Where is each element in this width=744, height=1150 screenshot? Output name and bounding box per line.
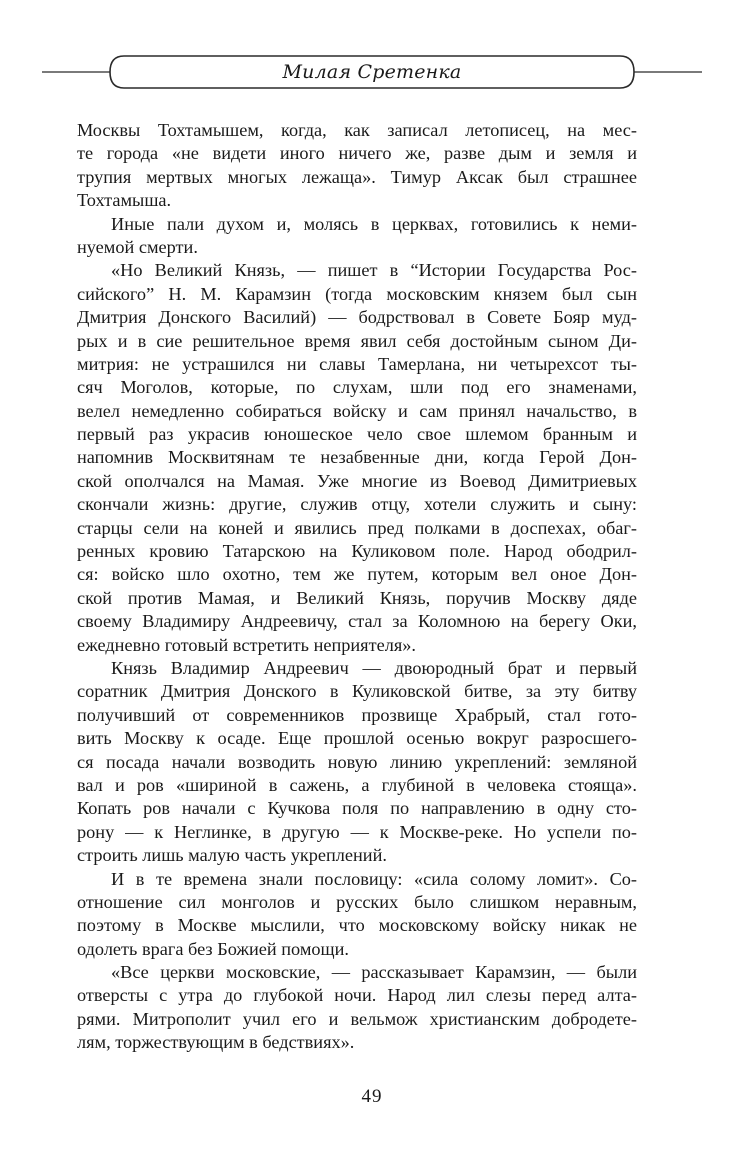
text-line: митрия: не устрашился ни славы Тамерлана, ни четырехсот ты- [77,353,637,374]
paragraph [77,961,637,1055]
text-line: соратник Дмитрия Донского в Куликовской битве, за эту битву [77,681,637,702]
text-line: строить лишь малую часть укреплений. [77,845,387,866]
header-title: Милая Сретенка [282,61,462,83]
text-line: ся посада начали возводить новую линию укреплений: земляной [77,751,637,772]
text-line: сийского” Н. М. Карамзин (тогда московским князем был сын [77,283,637,304]
text-line: лям, торжествующим в бедствиях». [77,1032,355,1053]
text-line: отверсты с утра до глубокой ночи. Народ лил слезы перед алта- [77,985,637,1006]
paragraph [77,657,637,868]
paragraph [77,259,637,657]
text-line: первый раз украсив юношеское чело свое шлемом бранным и [77,424,637,445]
text-line: ежедневно готовый встретить неприятеля». [77,634,416,655]
paragraph [77,213,637,260]
text-line: отношение сил монголов и русских было слишком неравным, [77,891,637,912]
text-line: вал и ров «шириной в сажень, а глубиной в человека стояща». [77,774,637,795]
text-line: ской ополчался на Мамая. Уже многие из Воевод Димитриевых [77,470,637,491]
text-line: ся: войско шло охотно, тем же путем, которым вел оное Дон- [77,564,637,585]
text-line: Князь Владимир Андреевич — двоюродный брат и первый [111,657,637,678]
text-line: своему Владимиру Андреевичу, стал за Коломною на берегу Оки, [77,611,637,632]
text-line: сяч Моголов, которые, по слухам, шли под его знаменами, [77,377,637,398]
text-line: Москвы Тохтамышем, когда, как записал летописец, на мес- [77,120,637,140]
paragraph [77,119,637,213]
text-line: получивший от современников прозвище Храбрый, стал гото- [77,704,637,725]
text-line: «Но Великий Князь, — пишет в “Истории Государства Рос- [111,260,637,281]
text-line: трупия мертвых многых лежаща». Тимур Аксак был страшнее [77,166,637,187]
text-line: вить Москву к осаде. Еще прошлой осенью вокруг разросшего- [77,728,637,749]
page-number: 49 [361,1086,383,1107]
text-line: велел немедленно собираться войску и сам принял начальство, в [77,400,637,421]
text-line: Иные пали духом и, молясь в церквах, готовились к неми- [111,213,637,234]
paragraph [77,868,637,962]
text-line: нуемой смерти. [77,236,198,257]
text-line: поэтому в Москве мыслили, что московскому войску никак не [77,915,637,936]
text-line: напомнив Москвитянам те незабвенные дни, когда Герой Дон- [77,447,637,468]
text-line: одолеть врага без Божией помощи. [77,938,349,959]
text-line: Тохтамыша. [77,190,172,211]
text-line: Копать ров начали с Кучкова поля по направлению в одну сто- [77,798,637,819]
text-line: ской против Мамая, и Великий Князь, поручив Москву дяде [77,587,637,608]
text-line: скончали жизнь: другие, служив отцу, хотели служить и сыну: [77,494,637,515]
body-text [77,119,637,1055]
text-line: Дмитрия Донского Василий) — бодрствовал в Совете Бояр муд- [77,307,637,328]
text-line: старцы сели на коней и явились пред полками в доспехах, обаг- [77,517,637,538]
running-header [42,50,702,94]
text-line: рями. Митрополит учил его и вельмож христианским добродете- [77,1008,637,1029]
text-line: «Все церкви московские, — рассказывает Карамзин, — были [111,962,637,983]
text-line: рону — к Неглинке, в другую — к Москве-реке. Но успели по- [77,821,637,842]
text-line: те города «не видети иного ничего же, разве дым и земля и [77,143,637,164]
text-line: рых и в сие решительное время явил себя достойным сыном Ди- [77,330,637,351]
text-line: И в те времена знали пословицу: «сила солому ломит». Со- [111,868,637,889]
text-line: ренных кровию Татарскою на Куликовом поле. Народ ободрил- [77,541,637,562]
